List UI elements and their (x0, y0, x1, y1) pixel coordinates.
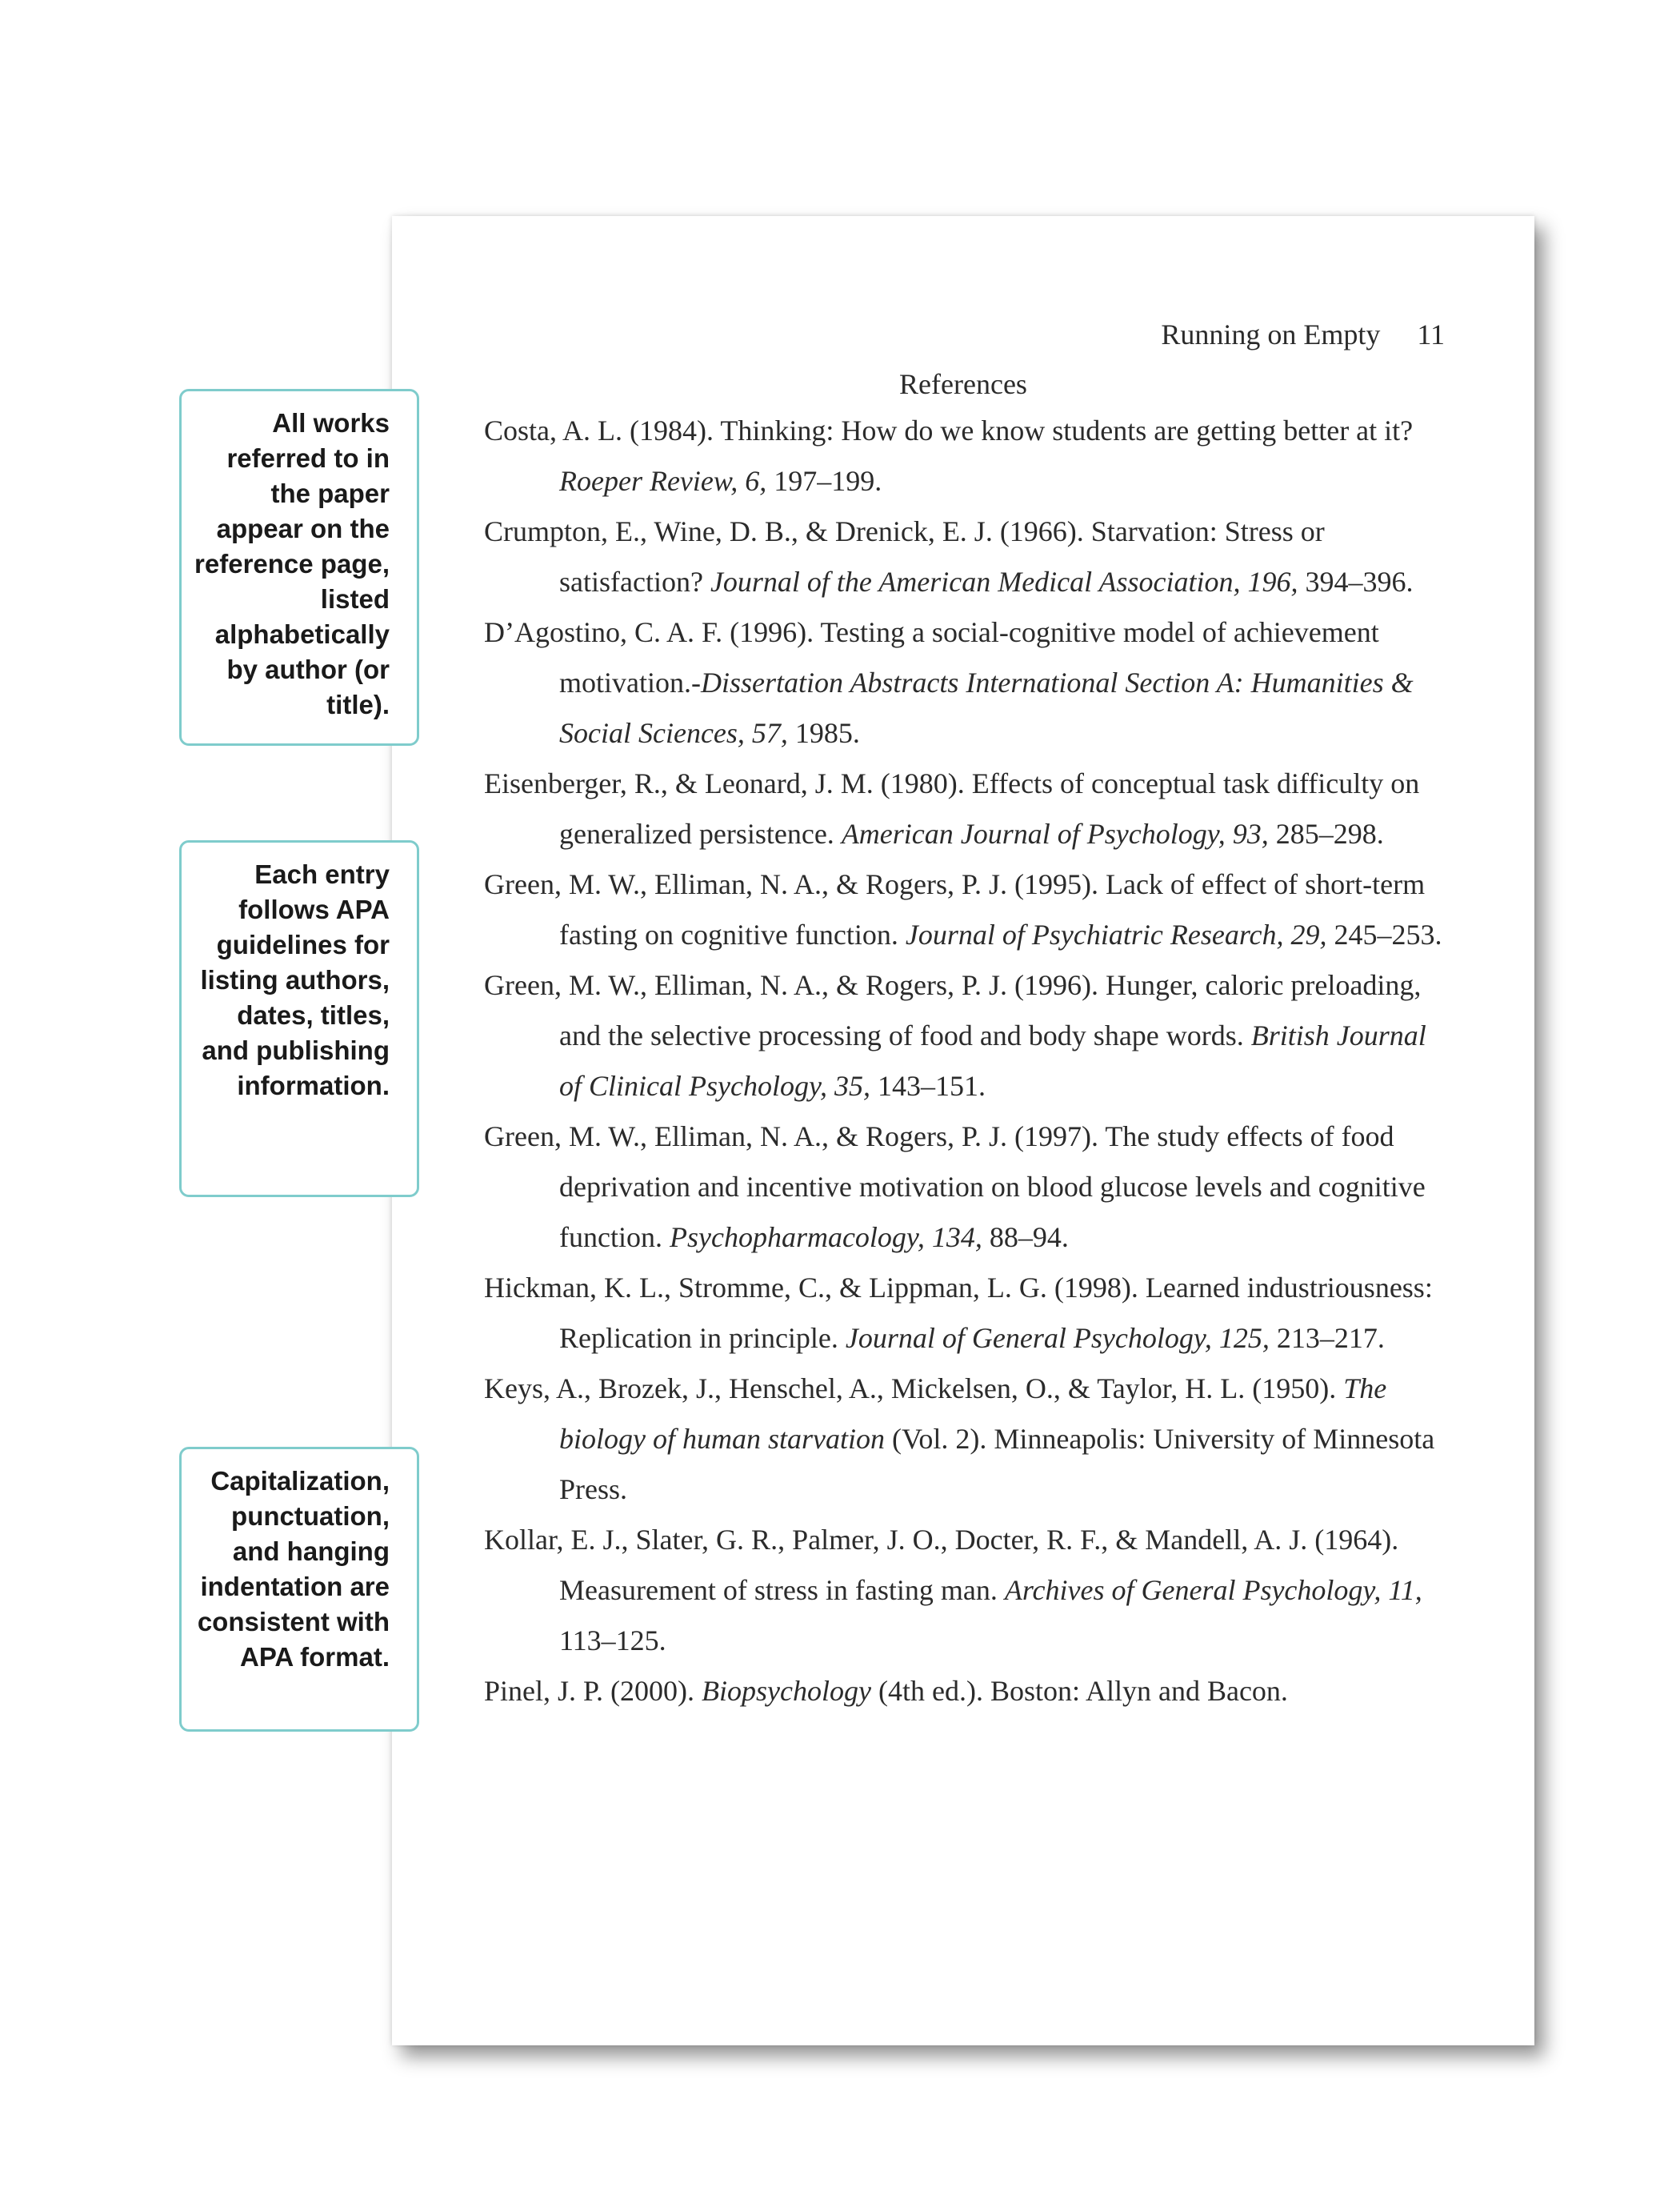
reference-entry: Crumpton, E., Wine, D. B., & Drenick, E. J. (1966). Starvation: Stress or satisfaction? Journal of the American Medical Association, 196, 394–396. (484, 515, 1414, 598)
callout-text: All works referred to in the paper appear on the reference page, listed alphabetically by author (or title). (194, 408, 390, 719)
reference-entry: Green, M. W., Elliman, N. A., & Rogers, P. J. (1996). Hunger, caloric preloading, and the selective processing of food and body shape words. British Journal of Clinical Psychology, 35, 143–151. (484, 969, 1426, 1102)
document-page (392, 216, 1534, 2045)
reference-entry: Green, M. W., Elliman, N. A., & Rogers, P. J. (1997). The study effects of food deprivation and incentive motivation on blood glucose levels and cognitive function. Psychopharmacology, 134, 88–94. (484, 1120, 1426, 1253)
reference-entry: D’Agostino, C. A. F. (1996). Testing a social-cognitive model of achievement motivation.-Dissertation Abstracts International Section A: Humanities & Social Sciences, 57, 1985. (484, 616, 1414, 749)
reference-entry: Green, M. W., Elliman, N. A., & Rogers, P. J. (1995). Lack of effect of short-term fasting on cognitive function. Journal of Psychiatric Research, 29, 245–253. (484, 868, 1442, 951)
reference-entry: Hickman, K. L., Stromme, C., & Lippman, L. G. (1998). Learned industriousness: Replication in principle. Journal of General Psychology, 125, 213–217. (484, 1272, 1433, 1354)
reference-entry: Keys, A., Brozek, J., Henschel, A., Mickelsen, O., & Taylor, H. L. (1950). The biology of human starvation (Vol. 2). Minneapolis: University of Minnesota Press. (484, 1372, 1435, 1505)
reference-entry: Eisenberger, R., & Leonard, J. M. (1980). Effects of conceptual task difficulty on generalized persistence. American Journal of Psychology, 93, 285–298. (484, 767, 1420, 850)
annotation-callout (179, 389, 419, 746)
references-heading: References (899, 368, 1027, 400)
reference-list (484, 406, 1452, 1716)
reference-entry: Pinel, J. P. (2000). Biopsychology (4th ed.). Boston: Allyn and Bacon. (484, 1675, 1288, 1707)
annotation-callout (179, 840, 419, 1197)
reference-entry: Kollar, E. J., Slater, G. R., Palmer, J. O., Docter, R. F., & Mandell, A. J. (1964). Measurement of stress in fasting man. Archives of General Psychology, 11, 113–125. (484, 1524, 1422, 1656)
callout-text: Each entry follows APA guidelines for listing authors, dates, titles, and publishing information. (200, 859, 390, 1100)
reference-entry: Costa, A. L. (1984). Thinking: How do we know students are getting better at it? Roeper Review, 6, 197–199. (484, 415, 1414, 497)
callout-text: Capitalization, punctuation, and hanging indentation are consistent with APA format. (197, 1466, 390, 1672)
running-head (1161, 320, 1445, 349)
running-head-title: Running on Empty (1161, 318, 1381, 350)
page-number: 11 (1417, 318, 1445, 350)
annotation-callout (179, 1447, 419, 1732)
